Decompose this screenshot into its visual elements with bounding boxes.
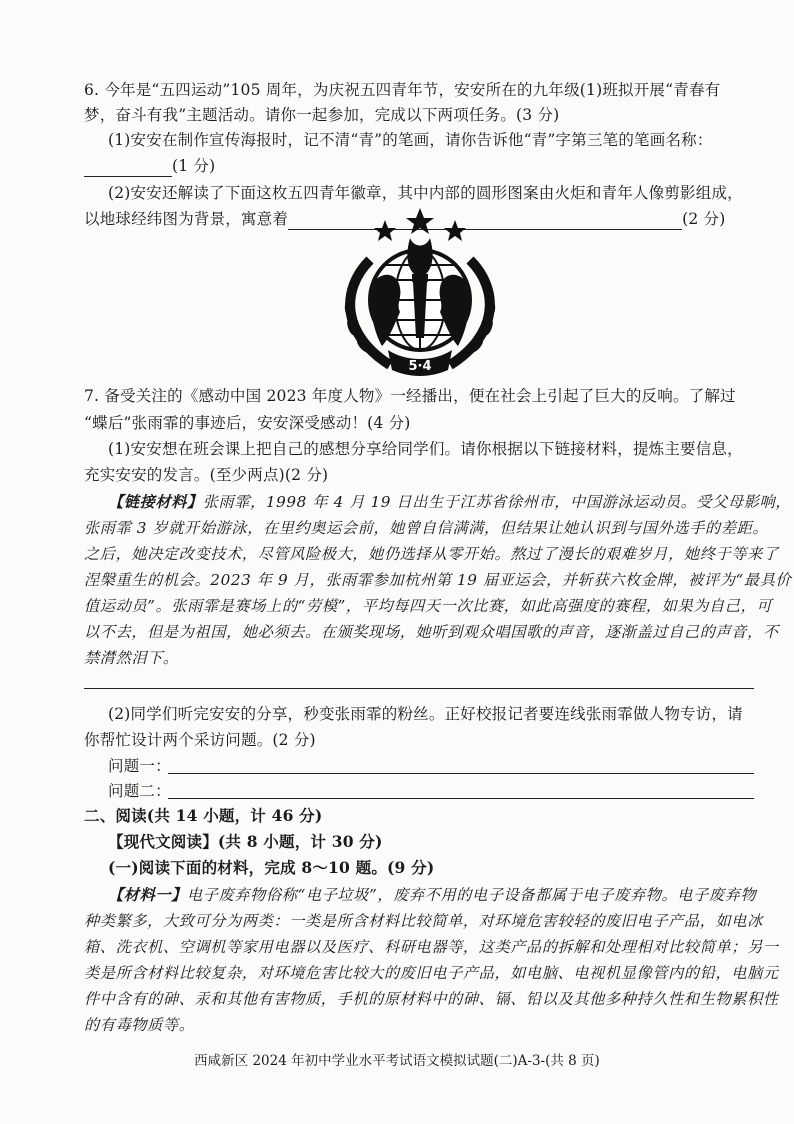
q7-stem-line2: “蝶后”张雨霏的事迹后，安安深受感动！(4 分) (84, 414, 411, 432)
page-footer: 西咸新区 2024 年初中学业水平考试语文模拟试题(二)A-3-(共 8 页) (194, 1053, 600, 1069)
answer-blank[interactable] (84, 160, 172, 177)
q7-part1-line2: 充实安安的发言。(至少两点)(2 分) (84, 466, 329, 484)
q7-stem-line1: 7. 备受关注的《感动中国 2023 年度人物》一经播出，便在社会上引起了巨大的反响。了解过 (84, 387, 736, 405)
material1-line0: 【材料一】电子废弃物俗称“电子垃圾”，废弃不用的电子设备都属于电子废弃物。电子废弃物 (108, 886, 757, 904)
q7-material-line5: 以不去，但是为祖国，她必须去。在颁奖现场，她听到观众唱国歌的声音，逐渐盖过自己的声音，不 (84, 623, 779, 641)
material1-line3: 类是所含材料比较复杂，对环境危害比较大的废旧电子产品，如电脑、电视机显像管内的铅，电脑元 (84, 964, 779, 982)
q6-part2-line2: 以地球经纬图为背景，寓意着 (84, 210, 289, 228)
material-label: 【链接材料】 (108, 493, 203, 511)
emblem-label: 5·4 (408, 359, 432, 374)
question-one-answer-line[interactable] (168, 773, 754, 774)
q6-stem-line2: 梦，奋斗有我”主题活动。请你一起参加，完成以下两项任务。(3 分) (84, 106, 560, 124)
star-icon (444, 220, 466, 241)
q7-material-line3: 涅槃重生的机会。2023 年 9 月，张雨霏参加杭州第 19 届亚运会，并斩获六枚金牌，被评为“最具价 (84, 571, 792, 589)
q7-material-line1: 张雨霏 3 岁就开始游泳，在里约奥运会前，她曾自信满满，但结果让她认识到与国外选手的差距。 (84, 519, 769, 537)
question-two-label: 问题二： (108, 782, 171, 800)
material1-line1: 种类繁多，大致可分为两类：一类是所含材料比较简单，对环境危害较轻的废旧电子产品，如电冰 (84, 912, 763, 930)
part-one-heading: (一)阅读下面的材料，完成 8～10 题。(9 分) (108, 858, 435, 877)
material1-line4: 件中含有的砷、汞和其他有害物质，手机的原材料中的砷、镉、铅以及其他多种持久性和生物累积性 (84, 990, 779, 1008)
q7-material-line6: 禁潸然泪下。 (84, 649, 179, 667)
q7-material-line4: 值运动员”。张雨霏是赛场上的“劳模”，平均每四天一次比赛，如此高强度的赛程，如果为自己，可 (84, 597, 773, 615)
material1-label: 【材料一】 (108, 886, 187, 904)
q6-part2-line1: (2)安安还解读了下面这枚五四青年徽章，其中内部的圆形图案由火炬和青年人像剪影组成， (108, 184, 743, 202)
q7-material-line2: 之后，她决定改变技术，尽管风险极大，她仍选择从零开始。熬过了漫长的艰难岁月，她终于等来了 (84, 545, 779, 563)
q6-part1-answer-row (84, 155, 754, 177)
q7-part2-line2: 你帮忙设计两个采访问题。(2 分) (84, 731, 316, 749)
modern-reading-heading: 【现代文阅读】(共 8 小题，计 30 分) (108, 832, 383, 851)
section2-title: 二、阅读(共 14 小题，计 46 分) (84, 806, 323, 825)
q7-part1-line1: (1)安安想在班会课上把自己的感想分享给同学们。请你根据以下链接材料，提炼主要信息， (108, 440, 743, 458)
q6-part2-score: (2 分) (682, 210, 726, 228)
material1-line5: 的有毒物质等。 (84, 1016, 195, 1034)
q7-part2-line1: (2)同学们听完安安的分享，秒变张雨霏的粉丝。正好校报记者要连线张雨霏做人物专访，请 (108, 705, 743, 723)
q7-material-line0: 【链接材料】张雨霏，1998 年 4 月 19 日出生于江苏省徐州市，中国游泳运动员。受父母影响， (108, 493, 792, 511)
q6-part1-score: (1 分) (172, 157, 216, 175)
torch-icon (407, 238, 432, 274)
question-one-label: 问题一： (108, 757, 171, 775)
star-icon (374, 220, 396, 241)
youth-badge-emblem (330, 200, 510, 380)
star-icon (406, 208, 434, 234)
question-two-answer-line[interactable] (168, 798, 754, 799)
q6-part1-line1: (1)安安在制作宣传海报时，记不清“青”的笔画，请你告诉他“青”字第三笔的笔画名称： (108, 131, 713, 149)
q6-stem-line1: 6. 今年是“五四运动”105 周年，为庆祝五四青年节，安安所在的九年级(1)班拟开展“青春有 (84, 81, 721, 99)
material1-line2: 箱、洗衣机、空调机等家用电器以及医疗、科研电器等，这类产品的拆解和处理相对比较简单；另一 (84, 938, 779, 956)
answer-line[interactable] (84, 688, 754, 689)
